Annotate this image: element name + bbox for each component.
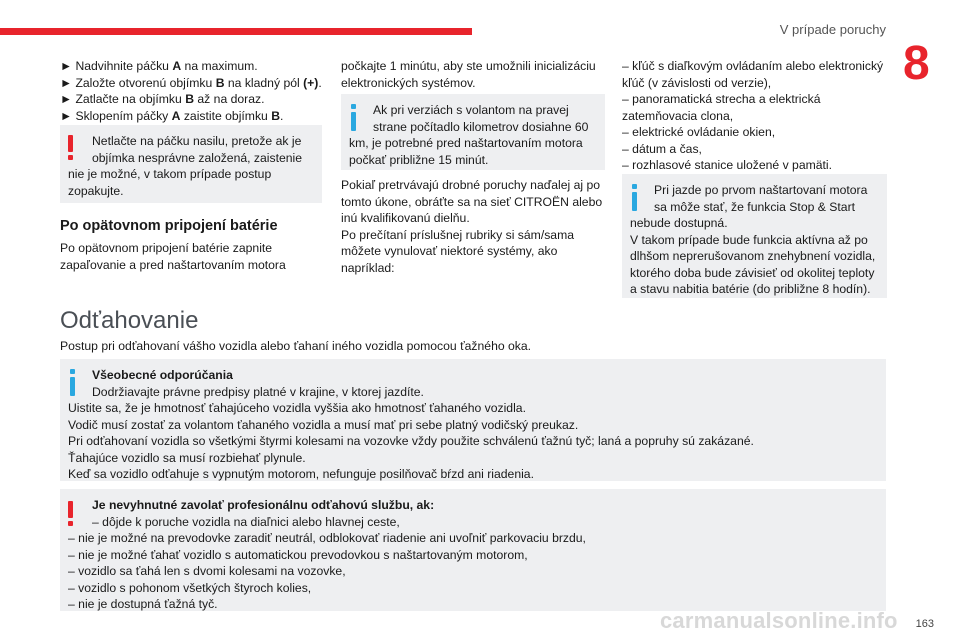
warning-box-professional-towing: Je nevyhnutné zavolať profesionálnu odťahovú službu, ak: – dôjde k poruche vozidla na diaľnici alebo hlavnej ceste, – nie je možné na prevodovke zaradiť neutrál, odblokovať riadenie ani uvoľniť parkovaciu brzdu, – nie je možné ťahať vozidlo s automatickou prevodovkou s naštartovaným motorom, – vozidlo sa ťahá len s dvomi kolesami na vozovke, – vozidlo s pohonom všetkých štyroch kolies, – nie je dostupná ťažná tyč. [60,489,886,611]
warning-line: nie je možné, v takom prípade postup [68,167,272,181]
warning-icon [68,135,74,159]
professional-towing-title: Je nevyhnutné zavolať profesionálnu odťahovú službu, ak: [92,498,435,512]
section-text-reconnect: Po opätovnom pripojení batérie zapnite zapaľovanie a pred naštartovaním motora [60,241,286,272]
watermark: carmanualsonline.info [660,608,898,633]
step-2: ► Založte otvorenú objímku B na kladný pól (+). [60,75,322,90]
warning-icon [68,501,74,525]
step-1: ► Nadvihnite páčku A na maximum. [60,59,258,73]
step-3: ► Zatlačte na objímku B až na doraz. [60,92,265,106]
info-icon [351,104,357,130]
column-3-list: – kľúč s diaľkovým ovládaním alebo elektronický kľúč (v závislosti od verzie), – panoramatická strecha a elektrická zatemňovacia clona, – elektrické ovládanie okien, – dátum a čas, – rozhlasové stanice uložené v pamäti. [622,59,884,172]
column-2-paragraph: Pokiaľ pretrvávajú drobné poruchy naďalej aj po tomto úkone, obráťte sa na sieť CITROËN alebo inú kvalifikovanú dielňu. Po prečítaní príslušnej rubriky si sám/sama môžete vynulovať niektoré systémy, ako napríklad: [341,178,603,275]
chapter-number: 8 [903,37,930,90]
warning-line: zopakujte. [68,183,124,198]
header-accent-bar [0,28,472,35]
info-box-general-advice: Všeobecné odporúčania Dodržiavajte právne predpisy platné v krajine, v ktorej jazdíte. Uistite sa, že je hmotnosť ťahajúceho vozidla vyššia ako hmotnosť ťahaného vozidla. Vodič musí zostať za volantom ťahaného vozidla a musí mať pri sebe platný vodičský preukaz. Pri odťahovaní vozidla so všetkými štyrmi kolesami na vozovke vždy použite schválenú ťažnú tyč; laná a popruhy sú zakázané. Ťahajúce vozidlo sa musí rozbiehať plynule. Keď sa vozidlo odťahuje s vypnutým motorom, nefunguje posilňovač bŕzd ani riadenia. [60,359,886,481]
section-title-reconnect: Po opätovnom pripojení batérie [60,218,278,234]
section-title-towing: Odťahovanie [60,307,199,334]
info-icon [70,369,76,395]
step-4: ► Sklopením páčky A zaistite objímku B. [60,108,284,123]
column-1 [60,58,322,124]
warning-box-clamp [60,125,322,203]
general-advice-title: Všeobecné odporúčania [92,368,233,382]
warning-line: Netlačte na páčku nasilu, pretože ak je [92,134,302,148]
column-2: počkajte 1 minútu, aby ste umožnili inicializáciu elektronických systémov. [341,59,596,90]
warning-line: objímka nesprávne založená, zaistenie [92,150,303,165]
page-number: 163 [915,618,934,630]
info-box-right-hand-drive: Ak pri verziách s volantom na pravej strane počítadlo kilometrov dosiahne 60 km, je potrebné pred naštartovaním motora počkať približne 15 minút. [341,94,605,170]
running-title: V prípade poruchy [779,22,886,37]
info-icon [632,184,638,210]
towing-intro: Postup pri odťahovaní vášho vozidla alebo ťahaní iného vozidla pomocou ťažného oka. [60,339,532,353]
info-box-stop-start: Pri jazde po prvom naštartovaní motora sa môže stať, že funkcia Stop & Start nebude dostupná. V takom prípade bude funkcia aktívna až po dlhšom neprerušovanom znehybnení vozidla, ktorého doba bude závisieť od okolitej teploty a stavu nabitia batérie (do približne 8 hodín). [622,174,887,298]
